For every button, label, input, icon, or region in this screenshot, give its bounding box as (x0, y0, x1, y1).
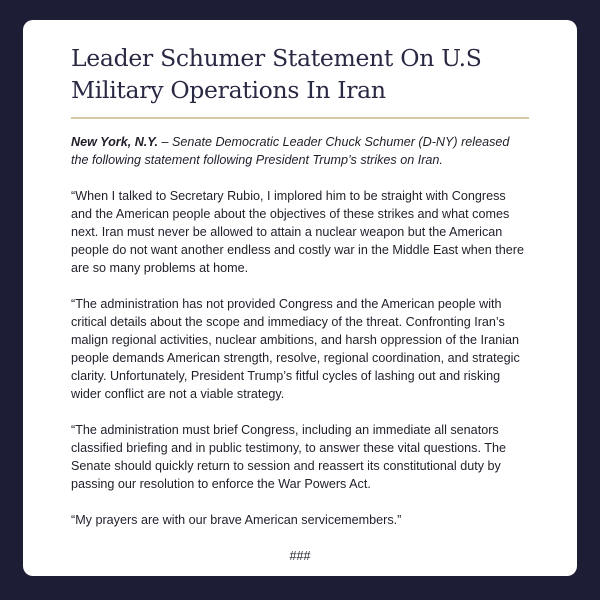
statement-paragraph: “The administration must brief Congress, including an immediate all senators classified briefing and in public testimony, to answer these vital questions. The Senate should quickly return to session and reassert its constitutional duty by passing our resolution to enforce the War Powers Act. (71, 423, 506, 491)
intro-text: – Senate Democratic Leader Chuck Schumer (D-NY) released the following statement following President Trump’s strikes on Iran. (71, 135, 510, 167)
page-title: Leader Schumer Statement On U.S Military Operations In Iran (71, 44, 482, 104)
statement-paragraph: “When I talked to Secretary Rubio, I implored him to be straight with Congress and the American people about the objectives of these strikes and what comes next. Iran must never be allowed to attain a nuclear weapon but the American people do not want another endless and costly war in the Middle East when there are so many problems at home. (71, 189, 524, 275)
statement-paragraph: “The administration has not provided Congress and the American people with critical details about the scope and immediacy of the threat. Confronting Iran’s malign regional activities, nuclear ambitions, and harsh oppression of the Iranian people demands American strength, resolve, regional coordination, and strategic clarity. Unfortunately, President Trump’s fitful cycles of lashing out and risking wider conflict are not a viable strategy. (71, 297, 520, 401)
end-mark: ### (289, 549, 311, 563)
statement-body (71, 133, 529, 565)
statement-card (23, 20, 577, 576)
intro-paragraph (71, 133, 529, 169)
statement-paragraph: “My prayers are with our brave American servicemembers.” (71, 513, 402, 527)
title-divider (71, 117, 529, 119)
dateline: New York, N.Y. (71, 135, 159, 149)
